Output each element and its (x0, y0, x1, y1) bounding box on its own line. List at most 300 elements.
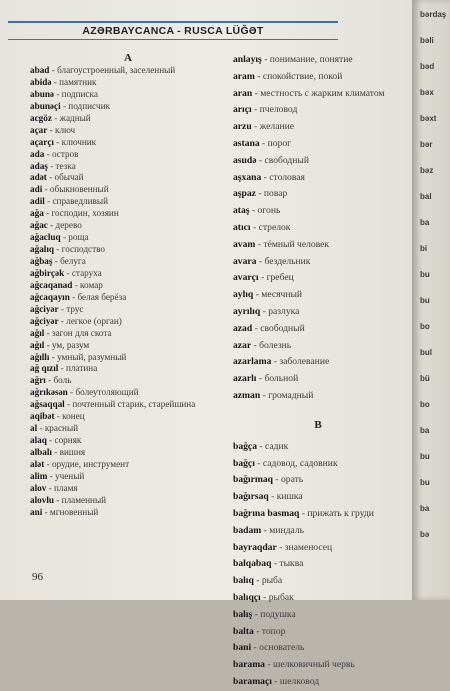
entry-translation: порог (267, 137, 292, 149)
entry-headword: avam (233, 238, 256, 250)
dictionary-entry (30, 316, 226, 328)
entry-separator: - (252, 322, 261, 334)
dictionary-entry (30, 232, 226, 244)
entry-translation: роща (68, 232, 89, 243)
dictionary-entry (233, 624, 403, 641)
entry-translation: рыбак (268, 591, 294, 603)
entry-separator: - (52, 256, 61, 266)
dictionary-entry (233, 186, 403, 203)
entry-translation: старуха (71, 267, 102, 278)
entry-translation: ученый (55, 470, 85, 481)
entry-separator: - (47, 160, 56, 171)
entry-translation: садовод, садовник (262, 457, 338, 469)
entry-headword: ağacluq (30, 232, 61, 243)
entry-headword: balıq (233, 575, 254, 587)
entry-headword: ada (30, 148, 45, 159)
next-page-fragment: bu (420, 452, 430, 461)
entry-headword: adil (30, 196, 45, 207)
page-header-title: AZƏRBAYCANCA - RUSCA LÜĞƏT (82, 25, 264, 37)
dictionary-entry (233, 237, 403, 254)
next-page-fragment: bu (420, 296, 430, 305)
entry-headword: anlayış (233, 54, 262, 65)
entry-translation: гребец (266, 272, 294, 284)
dictionary-entry (233, 203, 403, 220)
entry-separator: - (256, 373, 265, 385)
section-letter-a: A (124, 52, 132, 64)
next-page-fragment: ba (420, 504, 430, 513)
entry-headword: balta (233, 625, 254, 637)
entry-translation: огонь (257, 205, 281, 217)
entry-translation: почтенный старик, старейшина (72, 399, 196, 410)
entry-headword: alovlu (30, 494, 54, 505)
entry-headword: alaq (30, 435, 47, 446)
next-page-fragment: bəd (420, 62, 435, 71)
dictionary-entry (233, 287, 403, 304)
entry-headword: abidə (30, 76, 52, 87)
entry-translation: больной (264, 373, 299, 385)
entry-translation: орать (280, 474, 304, 486)
entry-separator: - (43, 208, 52, 219)
entry-separator: - (276, 541, 285, 553)
entry-translation: рыба (261, 575, 283, 587)
entry-separator: - (54, 88, 62, 99)
dictionary-entry (233, 573, 403, 590)
left-column (30, 52, 226, 519)
entry-separator: - (253, 625, 262, 637)
entry-headword: ağrıkəsən (30, 387, 68, 398)
dictionary-entry (30, 113, 226, 125)
entry-translation: повар (263, 188, 288, 200)
entry-headword: balqabaq (233, 558, 272, 570)
entry-headword: aqibət (30, 411, 55, 422)
next-page-fragment: bər (420, 140, 433, 149)
entry-translation: миндаль (269, 524, 304, 536)
entry-separator: - (49, 351, 58, 362)
entry-translation: свободный (260, 322, 305, 334)
next-page-fragment: bəz (420, 166, 434, 175)
dictionary-entry (233, 338, 403, 355)
entry-separator: - (260, 305, 269, 317)
entry-headword: aşxana (233, 171, 262, 183)
entry-translation: дерево (55, 220, 82, 231)
entry-headword: bağçı (233, 457, 255, 469)
entry-separator: - (251, 339, 260, 351)
entry-translation: белуга (60, 256, 86, 266)
entry-headword: alov (30, 482, 47, 493)
entry-headword: ağıl (30, 339, 45, 350)
dictionary-entry (233, 556, 403, 573)
entry-separator: - (46, 172, 55, 183)
entry-separator: - (249, 205, 258, 217)
entry-separator: - (47, 124, 55, 135)
entry-separator: - (60, 232, 69, 243)
entry-translation: остров (51, 148, 79, 159)
dictionary-entry (233, 640, 403, 657)
entry-translation: тыква (279, 558, 304, 570)
entry-separator: - (254, 457, 263, 469)
entry-separator: - (54, 244, 62, 255)
dictionary-entry (233, 270, 403, 287)
page-number: 96 (32, 571, 43, 583)
entry-headword: atıcı (233, 221, 251, 233)
entry-translation: подушка (260, 608, 296, 620)
next-page-fragment: bi (420, 244, 428, 253)
entry-separator: - (42, 184, 50, 195)
entry-headword: bağırsaq (233, 491, 269, 503)
header-rule-bottom (8, 39, 338, 40)
entry-separator: - (299, 507, 308, 519)
entry-headword: ağciyər (30, 315, 59, 326)
entry-translation: пламенный (61, 494, 107, 505)
entry-headword: avara (233, 255, 257, 267)
entry-translation: вишня (59, 447, 86, 457)
dictionary-entry (233, 354, 403, 371)
right-entry-list-a (233, 52, 403, 405)
dictionary-entry (233, 304, 403, 321)
entry-translation: белая берёза (77, 291, 127, 302)
right-column (233, 52, 403, 691)
entry-translation: тезка (55, 160, 76, 171)
entry-translation: орудие, инструмент (51, 458, 130, 469)
entry-separator: - (264, 659, 273, 671)
entry-separator: - (44, 458, 52, 469)
entry-headword: adət (30, 172, 47, 183)
dictionary-entry (233, 439, 403, 456)
dictionary-entry (30, 340, 226, 352)
entry-separator: - (253, 289, 262, 301)
entry-headword: ağıllı (30, 351, 50, 362)
entry-headword: bağrına basmaq (233, 507, 300, 519)
entry-separator: - (60, 100, 69, 111)
entry-separator: - (44, 327, 52, 338)
dictionary-entry (233, 607, 403, 624)
entry-separator: - (261, 524, 270, 536)
entry-separator: - (69, 291, 78, 302)
entry-translation: красный (44, 423, 79, 434)
dictionary-entry (30, 172, 226, 184)
entry-separator: - (44, 148, 52, 159)
entry-translation: шелковод (279, 675, 320, 687)
entry-separator: - (254, 70, 263, 82)
entry-translation: садик (264, 440, 289, 452)
next-page-fragment: bəxt (420, 114, 437, 123)
dictionary-entry (233, 674, 403, 691)
entry-headword: al (30, 423, 38, 434)
entry-headword: ani (30, 506, 43, 517)
entry-separator: - (251, 104, 260, 116)
dictionary-entry (30, 399, 226, 411)
entry-separator: - (45, 375, 54, 386)
entry-headword: alim (30, 470, 48, 481)
dictionary-entry (30, 507, 226, 519)
dictionary-entry (30, 423, 226, 435)
entry-headword: adi (30, 184, 43, 195)
entry-translation: болезнь (259, 339, 292, 351)
dictionary-entry (30, 375, 226, 387)
entry-translation: платина (66, 363, 98, 374)
entry-translation: основатель (259, 642, 305, 654)
entry-separator: - (251, 121, 260, 133)
entry-headword: ağsaqqal (30, 399, 65, 410)
entry-translation: господство (61, 244, 105, 255)
dictionary-entry (30, 220, 226, 232)
entry-translation: мгновенный (49, 506, 99, 517)
entry-translation: справедливый (52, 196, 108, 207)
entry-translation: конец (62, 411, 85, 422)
entry-separator: - (255, 238, 264, 250)
entry-translation: пламя (54, 482, 78, 493)
entry-headword: azarlı (233, 373, 257, 385)
dictionary-entry (233, 102, 403, 119)
entry-separator: - (253, 575, 262, 587)
entry-headword: abunəçi (30, 100, 61, 111)
entry-headword: avarçı (233, 272, 259, 284)
entry-headword: balıqçı (233, 591, 261, 603)
entry-separator: - (51, 447, 60, 457)
dictionary-entry (233, 388, 403, 405)
entry-translation: господин, хозяин (51, 208, 119, 219)
right-entry-list-b (233, 439, 403, 691)
next-page-fragment: bərdaş (420, 10, 447, 19)
entry-translation: загон для скота (51, 327, 112, 338)
entry-headword: ağalıq (30, 244, 54, 255)
entry-separator: - (47, 220, 56, 231)
entry-headword: asudə (233, 154, 257, 166)
entry-headword: ağcaqayın (30, 291, 70, 302)
entry-separator: - (271, 675, 280, 687)
dictionary-entry (233, 540, 403, 557)
entry-separator: - (64, 399, 73, 410)
entry-separator: - (260, 389, 269, 401)
next-page-fragment: bo (420, 322, 430, 331)
dictionary-entry (30, 208, 226, 220)
dictionary-entry (30, 184, 226, 196)
dictionary-entry (30, 125, 226, 137)
entry-headword: bağça (233, 440, 257, 452)
entry-separator: - (268, 491, 277, 503)
entry-separator: - (58, 303, 67, 314)
entry-separator: - (261, 54, 270, 65)
entry-translation: знаменосец (284, 541, 333, 553)
dictionary-entry (30, 304, 226, 316)
entry-translation: желание (259, 121, 294, 133)
entry-separator: - (256, 440, 265, 452)
dictionary-entry (233, 52, 403, 69)
entry-headword: ağa (30, 208, 44, 219)
entry-headword: baramaçı (233, 675, 272, 687)
entry-separator: - (72, 279, 81, 290)
entry-headword: azman (233, 389, 261, 401)
dictionary-entry (233, 86, 403, 103)
entry-headword: aran (233, 87, 253, 99)
entry-translation: бездельник (264, 255, 311, 267)
entry-translation: кишка (276, 491, 303, 503)
entry-translation: свободный (264, 154, 309, 166)
entry-separator: - (53, 136, 62, 147)
next-page-fragment: bü (420, 374, 430, 383)
entry-separator: - (250, 221, 259, 233)
dictionary-entry (233, 590, 403, 607)
entry-translation: местность с жарким климатом (260, 87, 385, 99)
dictionary-entry (30, 101, 226, 113)
next-page-fragment: bo (420, 400, 430, 409)
entry-separator: - (42, 506, 50, 517)
entry-separator: - (51, 76, 60, 87)
dictionary-entry (30, 387, 226, 399)
next-page-fragment: bə (420, 530, 430, 539)
dictionary-entry (30, 411, 226, 423)
dictionary-entry (233, 472, 403, 489)
entry-separator: - (49, 65, 58, 75)
entry-separator: - (58, 363, 66, 374)
entry-headword: barama (233, 659, 265, 671)
entry-headword: acgöz (30, 112, 52, 123)
entry-translation: умный, разумный (57, 351, 127, 362)
dictionary-entry (233, 506, 403, 523)
dictionary-entry (233, 523, 403, 540)
entry-separator: - (251, 642, 260, 654)
entry-translation: жадный (59, 112, 91, 123)
entry-headword: ağbirçək (30, 267, 65, 278)
entry-separator: - (252, 608, 261, 620)
entry-translation: месячный (261, 289, 303, 301)
entry-translation: заболевание (279, 356, 330, 368)
entry-translation: тёмный человек (263, 238, 330, 250)
section-letter-b: B (314, 418, 322, 431)
entry-separator: - (54, 494, 62, 505)
entry-separator: - (260, 591, 269, 603)
entry-headword: abunə (30, 88, 55, 99)
entry-headword: aylıq (233, 289, 254, 301)
next-page-fragment: bəx (420, 88, 434, 97)
dictionary-entry (30, 268, 226, 280)
dictionary-entry (233, 321, 403, 338)
next-page-fragment: bu (420, 478, 430, 487)
entry-separator: - (256, 255, 265, 267)
dictionary-entry (30, 483, 226, 495)
dictionary-entry (233, 220, 403, 237)
entry-translation: разлука (268, 305, 300, 317)
dictionary-entry (30, 495, 226, 507)
dictionary-entry (30, 196, 226, 208)
dictionary-entry (30, 280, 226, 292)
dictionary-entry (30, 471, 226, 483)
entry-translation: шелковичный червь (272, 659, 355, 671)
entry-headword: azad (233, 322, 253, 334)
entry-separator: - (255, 188, 264, 200)
entry-translation: сорняк (54, 435, 82, 446)
entry-headword: abad (30, 65, 50, 75)
entry-headword: arzu (233, 121, 252, 133)
entry-separator: - (64, 267, 72, 278)
entry-translation: трус (66, 303, 84, 314)
dictionary-entry (30, 77, 226, 89)
entry-headword: bani (233, 642, 252, 654)
entry-separator: - (46, 435, 55, 446)
entry-headword: azarlama (233, 356, 272, 368)
entry-headword: açar (30, 124, 48, 135)
entry-headword: ağıl (30, 327, 45, 338)
entry-headword: azar (233, 339, 252, 351)
entry-translation: громадный (268, 389, 314, 401)
entry-headword: ayrılıq (233, 305, 261, 317)
dictionary-entry (30, 89, 226, 101)
header-rule-top (8, 21, 338, 23)
entry-headword: ağbaş (30, 256, 53, 266)
next-page-fragment: bəli (420, 36, 434, 45)
dictionary-entry (30, 65, 226, 77)
entry-headword: ataş (233, 205, 250, 217)
next-page-fragment: ba (420, 218, 430, 227)
entry-headword: aram (233, 70, 255, 82)
entry-headword: alət (30, 458, 45, 469)
entry-separator: - (46, 482, 54, 493)
dictionary-entry (233, 489, 403, 506)
next-page-fragment: bu (420, 270, 430, 279)
entry-separator: - (261, 171, 270, 183)
entry-separator: - (54, 411, 63, 422)
entry-headword: adaş (30, 160, 48, 171)
entry-headword: ağciyər (30, 303, 59, 314)
entry-separator: - (51, 112, 60, 123)
dictionary-entry (30, 137, 226, 149)
entry-translation: подписчик (68, 100, 110, 111)
entry-separator: - (272, 474, 281, 486)
entry-separator: - (258, 272, 267, 284)
entry-headword: badam (233, 524, 262, 536)
entry-headword: albalı (30, 447, 52, 457)
entry-translation: обычай (54, 172, 84, 183)
entry-separator: - (67, 387, 76, 398)
dictionary-entry (233, 456, 403, 473)
entry-translation: памятник (59, 76, 97, 87)
dictionary-entry (30, 447, 226, 459)
next-page-edge (412, 0, 450, 600)
dictionary-entry (30, 244, 226, 256)
entry-separator: - (271, 558, 280, 570)
entry-headword: bayraqdar (233, 541, 277, 553)
entry-headword: balış (233, 608, 253, 620)
dictionary-entry (30, 363, 226, 375)
entry-headword: bağırmaq (233, 474, 273, 486)
entry-translation: обыкновенный (49, 184, 109, 195)
dictionary-entry (233, 170, 403, 187)
dictionary-entry (233, 153, 403, 170)
entry-translation: спокойствие, покой (262, 70, 343, 82)
entry-headword: arıçı (233, 104, 252, 116)
entry-separator: - (58, 315, 67, 326)
dictionary-entry (30, 435, 226, 447)
entry-separator: - (44, 339, 52, 350)
entry-translation: боль (53, 375, 72, 386)
dictionary-entry (233, 371, 403, 388)
left-entry-list (30, 65, 226, 519)
entry-headword: açarçı (30, 136, 54, 147)
entry-translation: топор (261, 625, 286, 637)
entry-translation: подписка (61, 88, 98, 99)
entry-separator: - (256, 154, 265, 166)
entry-translation: ключ (55, 124, 76, 135)
dictionary-entry (30, 328, 226, 340)
entry-separator: - (47, 470, 56, 481)
next-page-fragment: bal (420, 192, 432, 201)
dictionary-entry (30, 352, 226, 364)
entry-headword: ağcaqanad (30, 279, 73, 290)
dictionary-entry (30, 256, 226, 268)
entry-translation: легкое (орган) (66, 315, 122, 326)
entry-headword: ağrı (30, 375, 46, 386)
entry-headword: ağ qızıl (30, 363, 59, 374)
